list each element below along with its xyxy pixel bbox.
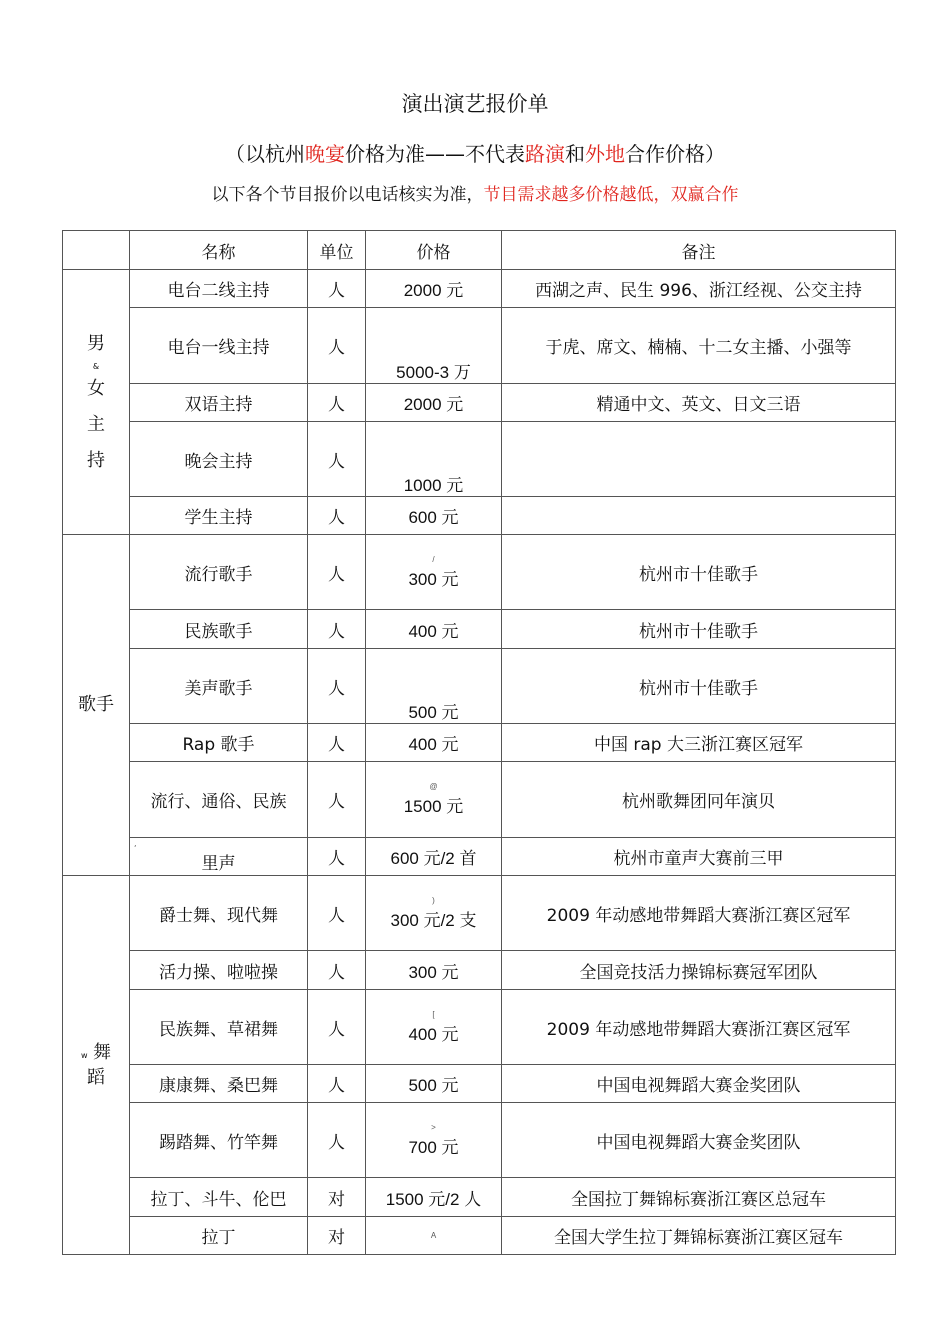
header-category (63, 231, 130, 270)
cell-name: Rap 歌手 (130, 724, 308, 762)
cell-price (366, 535, 502, 610)
pricing-note-highlight: 节目需求越多价格越低，双赢合作 (483, 185, 739, 205)
cell-price: 500 元 (366, 1065, 502, 1103)
cell-price (366, 762, 502, 838)
cell-remark: 全国大学生拉丁舞锦标赛浙江赛区冠车 (502, 1217, 896, 1255)
cell-price (366, 422, 502, 497)
category-dance-mark: w (81, 1050, 88, 1060)
category-host-char-4: 持 (87, 449, 105, 471)
cell-unit: 人 (308, 384, 366, 422)
page-title: 演出演艺报价单 (401, 92, 549, 116)
cell-name: 美声歌手 (130, 649, 308, 724)
category-dance (63, 876, 130, 1255)
header-unit: 单位 (308, 231, 366, 270)
cell-name: 电台二线主持 (130, 270, 308, 308)
price-value: 1500 元 (403, 797, 464, 816)
table-row (63, 951, 896, 990)
header-name: 名称 (130, 231, 308, 270)
table-row (63, 308, 896, 384)
cell-price: 2000 元 (366, 270, 502, 308)
cell-remark: 精通中文、英文、日文三语 (502, 384, 896, 422)
cell-unit: 人 (308, 270, 366, 308)
scan-mark: ) (432, 895, 435, 905)
quote-table (62, 230, 896, 1255)
table-row (63, 990, 896, 1065)
cell-unit: 人 (308, 951, 366, 990)
price-value: 300 元 (408, 569, 459, 589)
subtitle (0, 138, 950, 167)
cell-price: 2000 元 (366, 384, 502, 422)
table-row (63, 1065, 896, 1103)
cell-remark: 全国拉丁舞锦标赛浙江赛区总冠车 (502, 1178, 896, 1217)
cell-unit: 人 (308, 649, 366, 724)
table-row (63, 270, 896, 308)
cell-name: 活力操、啦啦操 (130, 951, 308, 990)
cell-price (366, 1217, 502, 1255)
cell-unit: 人 (308, 762, 366, 838)
cell-price: 1500 元/2 人 (366, 1178, 502, 1217)
table-row (63, 384, 896, 422)
cell-name: 流行歌手 (130, 535, 308, 610)
scan-mark: > (431, 1122, 436, 1132)
cell-unit: 人 (308, 876, 366, 951)
cell-price: 400 元 (366, 724, 502, 762)
cell-name: 民族舞、草裙舞 (130, 990, 308, 1065)
scan-mark: / (432, 554, 435, 564)
cell-unit: 对 (308, 1178, 366, 1217)
table-row (63, 497, 896, 535)
price-value: 5000-3 万 (396, 363, 471, 382)
cell-name: 学生主持 (130, 497, 308, 535)
cell-price (366, 1103, 502, 1178)
table-row (63, 610, 896, 649)
cell-remark: 杭州市童声大赛前三甲 (502, 838, 896, 876)
cell-name: 康康舞、桑巴舞 (130, 1065, 308, 1103)
table-row (63, 876, 896, 951)
table-row (63, 724, 896, 762)
table-row (63, 762, 896, 838)
name-value: 里声 (201, 854, 236, 874)
cell-unit: 人 (308, 610, 366, 649)
cell-unit: 人 (308, 990, 366, 1065)
subtitle-part-3: 和 (565, 142, 585, 166)
table-header-row (63, 231, 896, 270)
cell-remark: 全国竞技活力操锦标赛冠军团队 (502, 951, 896, 990)
header-remark: 备注 (502, 231, 896, 270)
cell-remark (502, 422, 896, 497)
cell-unit: 对 (308, 1217, 366, 1255)
cell-unit: 人 (308, 1103, 366, 1178)
cell-unit: 人 (308, 724, 366, 762)
cell-name: 双语主持 (130, 384, 308, 422)
cell-price: 300 元 (366, 951, 502, 990)
header-price: 价格 (366, 231, 502, 270)
cell-remark (502, 497, 896, 535)
cell-remark: 中国电视舞蹈大赛金奖团队 (502, 1065, 896, 1103)
category-singer: 歌手 (63, 535, 130, 876)
scan-mark: A (430, 1230, 437, 1240)
subtitle-highlight-nonlocal: 外地 (585, 142, 625, 166)
table-row (63, 838, 896, 876)
cell-remark: 2009 年动感地带舞蹈大赛浙江赛区冠军 (502, 990, 896, 1065)
cell-remark: 中国 rap 大三浙江赛区冠军 (502, 724, 896, 762)
cell-price (366, 308, 502, 384)
category-dance-char-1: 舞 (92, 1041, 111, 1063)
cell-remark: 杭州歌舞团冋年演贝 (502, 762, 896, 838)
table-row (63, 1217, 896, 1255)
cell-price: 600 元/2 首 (366, 838, 502, 876)
cell-price: 400 元 (366, 610, 502, 649)
cell-price: 600 元 (366, 497, 502, 535)
cell-remark: 杭州市十佳歌手 (502, 535, 896, 610)
cell-unit: 人 (308, 422, 366, 497)
cell-remark: 杭州市十佳歌手 (502, 649, 896, 724)
subtitle-part-4: 合作价格） (625, 142, 725, 166)
table-row (63, 535, 896, 610)
category-host (63, 270, 130, 535)
cell-price (366, 990, 502, 1065)
cell-price (366, 649, 502, 724)
cell-unit: 人 (308, 308, 366, 384)
table-row (63, 1103, 896, 1178)
scan-mark: @ (429, 782, 438, 791)
cell-name: 晚会主持 (130, 422, 308, 497)
category-host-amp: & (92, 361, 100, 371)
category-host-char-2: 女 (87, 377, 105, 399)
category-host-char-3: 主 (87, 413, 105, 435)
price-value: 700 元 (408, 1137, 459, 1157)
cell-remark: 杭州市十佳歌手 (502, 610, 896, 649)
cell-unit: 人 (308, 535, 366, 610)
cell-name: 电台一线主持 (130, 308, 308, 384)
cell-unit: 人 (308, 838, 366, 876)
table-row (63, 649, 896, 724)
cell-remark: 于虎、席文、楠楠、十二女主播、小强等 (502, 308, 896, 384)
pricing-note-text: 以下各个节目报价以电话核实为准， (211, 185, 484, 205)
cell-remark: 2009 年动感地带舞蹈大赛浙江赛区冠军 (502, 876, 896, 951)
price-value: 1000 元 (403, 476, 464, 495)
cell-name: 拉丁 (130, 1217, 308, 1255)
price-value: 500 元 (408, 703, 459, 722)
cell-name (130, 838, 308, 876)
cell-name: 踢踏舞、竹竿舞 (130, 1103, 308, 1178)
cell-name: 流行、通俗、民族 (130, 762, 308, 838)
cell-price (366, 876, 502, 951)
table-row (63, 1178, 896, 1217)
cell-unit: 人 (308, 497, 366, 535)
cell-name: 爵士舞、现代舞 (130, 876, 308, 951)
scan-mark: , (134, 839, 137, 848)
subtitle-part-2: 价格为准——不代表 (345, 142, 525, 166)
subtitle-part-1: （以杭州 (225, 142, 305, 166)
subtitle-highlight-roadshow: 路演 (525, 142, 565, 166)
cell-unit: 人 (308, 1065, 366, 1103)
price-value: 300 元/2 支 (390, 910, 477, 930)
cell-name: 民族歌手 (130, 610, 308, 649)
subtitle-highlight-banquet: 晚宴 (305, 142, 345, 166)
cell-name: 拉丁、斗牛、伦巴 (130, 1178, 308, 1217)
category-dance-char-2: 蹈 (87, 1066, 105, 1088)
category-host-char-1: 男 (87, 332, 105, 354)
price-value: 400 元 (408, 1024, 459, 1044)
cell-remark: 中国电视舞蹈大赛金奖团队 (502, 1103, 896, 1178)
scan-mark: [ (432, 1009, 435, 1019)
table-row (63, 422, 896, 497)
cell-remark: 西湖之声、民生 996、浙江经视、公交主持 (502, 270, 896, 308)
pricing-note (0, 180, 950, 205)
